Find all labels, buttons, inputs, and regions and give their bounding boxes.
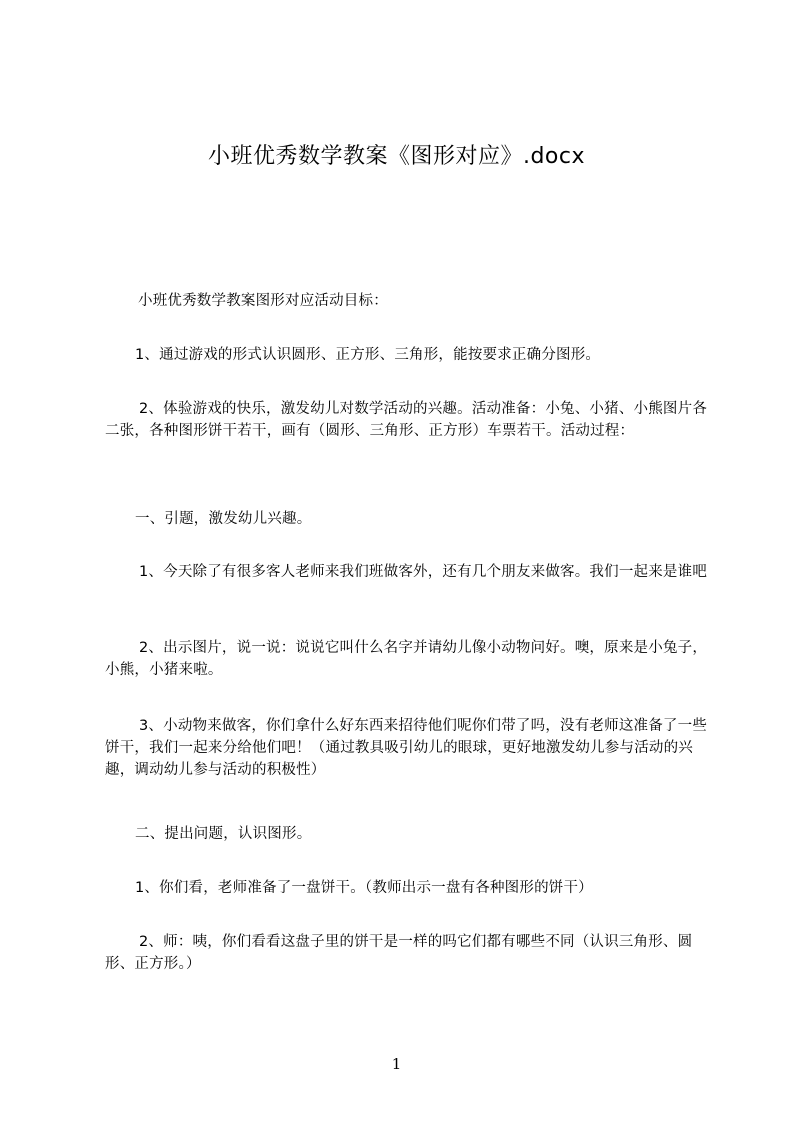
paragraph-section-2-item-2: 2、师：咦，你们看看这盘子里的饼干是一样的吗它们都有哪些不同（认识三角形、圆形、正方形。） bbox=[105, 934, 693, 972]
paragraph-section-2-item-1: 1、你们看，老师准备了一盘饼干。（教师出示一盘有各种图形的饼干） bbox=[135, 880, 593, 896]
page-number: 1 bbox=[391, 1055, 402, 1073]
paragraph-objectives-heading: 小班优秀数学教案图形对应活动目标： bbox=[138, 293, 388, 309]
paragraph-section-1-item-1: 1、今天除了有很多客人老师来我们班做客外，还有几个朋友来做客。我们一起来是谁吧 bbox=[139, 564, 708, 580]
paragraph-objective-2: 2、体验游戏的快乐，激发幼儿对数学活动的兴趣。活动准备：小兔、小猪、小熊图片各二张，各种图形饼干若干，画有（圆形、三角形、正方形）车票若干。活动过程： bbox=[105, 401, 708, 439]
paragraph-section-2-heading: 二、提出问题，认识图形。 bbox=[135, 826, 312, 842]
paragraph-section-1-item-3: 3、小动物来做客，你们拿什么好东西来招待他们呢你们带了吗，没有老师这准备了一些饼干，我们一起来分给他们吧！（通过教具吸引幼儿的眼球，更好地激发幼儿参与活动的兴趣，调动幼儿参与活动的积极性） bbox=[105, 718, 708, 778]
paragraph-section-1-item-2: 2、出示图片，说一说：说说它叫什么名字并请幼儿像小动物问好。噢，原来是小兔子，小熊，小猪来啦。 bbox=[105, 640, 708, 678]
paragraph-section-1-heading: 一、引题，激发幼儿兴趣。 bbox=[135, 511, 312, 527]
paragraph-objective-1: 1、通过游戏的形式认识圆形、正方形、三角形，能按要求正确分图形。 bbox=[135, 347, 601, 363]
document-title: 小班优秀数学教案《图形对应》.docx bbox=[207, 144, 586, 169]
